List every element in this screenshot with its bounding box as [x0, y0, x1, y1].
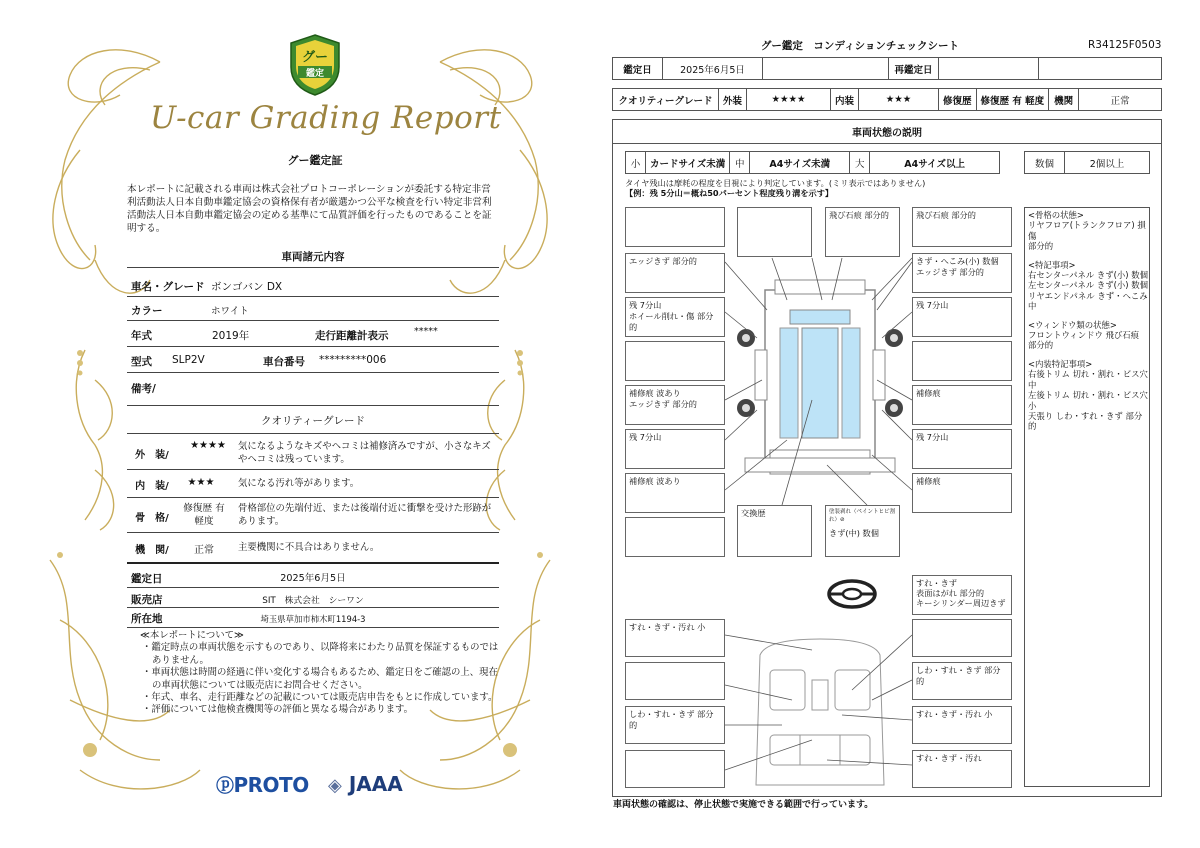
condition-section-title: 車両状態の説明 [852, 128, 922, 139]
condition-check-sheet [600, 0, 1200, 848]
report-notes [140, 630, 500, 717]
specs-title: 車両諸元内容 [281, 251, 345, 263]
size-legend [625, 151, 1000, 174]
divider [127, 296, 499, 297]
grade-frame-desc: 骨格部位の先端付近、または後端付近に衝撃を受けた形跡があります。 [238, 503, 492, 527]
note-line: 左後トリム 切れ・割れ・ビス穴 小 [1028, 390, 1148, 411]
condition-box [912, 341, 1012, 381]
condition-box [625, 750, 725, 788]
note-line: <内装特記事項> [1028, 358, 1093, 369]
quality-grade-row [612, 88, 1162, 111]
condition-box: きず・へこみ(小) 数個 エッジきず 部分的 [912, 253, 1012, 293]
condition-box [825, 505, 900, 557]
divider [127, 433, 499, 434]
note-item: ・年式、車名、走行距離などの記載については販売店申告をもとに作成しています。 [142, 692, 498, 704]
condition-box: 補修痕 波あり [625, 473, 725, 513]
condition-box: しわ・すれ・きず 部分的 [912, 662, 1012, 700]
legend-mid: 中 [730, 152, 750, 174]
color-label: カラー [131, 305, 163, 317]
tire-note-line2: 【例：残 5分山＝概ね50パーセント程度残り溝を示す】 [625, 188, 834, 198]
steering-wheel-icon [826, 578, 878, 610]
condition-box: 飛び石痕 部分的 [825, 207, 900, 257]
quality-label: クオリティーグレード [613, 89, 719, 111]
address-label: 所在地 [131, 613, 163, 625]
condition-box [625, 341, 725, 381]
grade-exterior-label: 外 装/ [135, 450, 169, 461]
special-notes [1028, 210, 1150, 432]
note-spacer [1028, 312, 1150, 320]
tire-note [625, 178, 925, 198]
ext-value: ★★★★ [747, 89, 831, 111]
int-value: ★★★ [859, 89, 939, 111]
legend-large-desc: A4サイズ以上 [870, 152, 1000, 174]
empty-cell [1039, 58, 1162, 80]
condition-box: 交換歴 [737, 505, 812, 557]
reappraisal-value [939, 58, 1039, 80]
note-line: 左センターパネル きず(小) 数個 [1028, 280, 1148, 291]
legend-count: 数個 [1025, 152, 1065, 174]
note-spacer [1028, 252, 1150, 260]
condition-box: 補修痕 波あり エッジきず 部分的 [625, 385, 725, 425]
divider [127, 607, 499, 608]
grade-interior-stars: ★★★ [187, 477, 215, 488]
divider [127, 587, 499, 588]
condition-box: すれ・きず・汚れ 小 [912, 706, 1012, 744]
legend-count-desc: 2個以上 [1065, 152, 1150, 174]
date-label: 鑑定日 [613, 58, 663, 80]
notes-title: ≪本レポートについて≫ [140, 630, 244, 641]
divider [127, 627, 499, 628]
grade-engine-desc: 主要機関に不具合はありません。 [238, 542, 380, 553]
certificate-body: 本レポートに記載される車両は株式会社プロトコーポレーションが委託する特定非営利活動法人日本自動車鑑定協会の資格保有者が厳選かつ公平な検査を行い特定非営利活動法人日本自動車鑑定協会の定める基準にて品質評価を行ったものであることを証明する。 [127, 184, 492, 234]
divider [127, 346, 499, 347]
divider [127, 320, 499, 321]
grade-interior-label: 内 装/ [135, 481, 169, 492]
car-name-label: 車名・グレード [131, 281, 205, 293]
report-id: R34125F0503 [1088, 39, 1162, 51]
condition-box [625, 662, 725, 700]
paint-crack-label: 塗装剥れ（ペイントヒビ割れ）⊘ [829, 509, 896, 523]
grade-engine-value: 正常 [194, 545, 214, 556]
proto-logo-text: PROTO [233, 773, 309, 797]
repair-label: 修復歴 [939, 89, 977, 111]
condition-box [625, 517, 725, 557]
appraisal-date-value: 2025年6月5日 [280, 573, 346, 584]
engine-label: 機関 [1049, 89, 1079, 111]
condition-box [912, 619, 1012, 657]
condition-box: 残 7分山 [625, 429, 725, 469]
divider [127, 267, 499, 268]
reappraisal-label: 再鑑定日 [889, 58, 939, 80]
note-item: ・車両状態は時間の経過に伴い変化する場合もあるため、鑑定日をご確認の上、現在の車両状態については販売店にお問合せください。 [142, 667, 498, 691]
chassis-label: 車台番号 [263, 356, 305, 368]
note-line: <特記事項> [1028, 259, 1076, 270]
date-value: 2025年6月5日 [663, 58, 763, 80]
divider [127, 372, 499, 373]
proto-logo: ⓟPROTO [216, 773, 309, 797]
divider [127, 562, 499, 564]
ext-label: 外装 [719, 89, 747, 111]
grade-frame-value: 修復歴 有 軽度 [183, 503, 225, 527]
condition-box: すれ・きず 表面はがれ 部分的 キーシリンダー周辺きず [912, 575, 1012, 615]
note-line: 部分的 [1028, 241, 1054, 252]
year-label: 年式 [131, 330, 152, 342]
condition-box: すれ・きず・汚れ 小 [625, 619, 725, 657]
sheet-title: グー鑑定 コンディションチェックシート [760, 40, 960, 52]
legend-small: 小 [626, 152, 646, 174]
badge-main-text: 鑑定 [305, 69, 325, 79]
note-item: ・評価については他検査機関等の評価と異なる場合があります。 [142, 704, 413, 716]
mileage-value: ***** [414, 326, 438, 337]
car-name-value: ボンゴバン DX [211, 281, 283, 293]
note-line: 右センターパネル きず(小) 数個 [1028, 270, 1148, 281]
empty-cell [763, 58, 889, 80]
legend-large: 大 [850, 152, 870, 174]
model-label: 型式 [131, 356, 152, 368]
grade-exterior-desc: 気になるようなキズやヘコミは補修済みですが、小さなキズやヘコミは残っています。 [238, 441, 491, 465]
engine-value: 正常 [1079, 89, 1162, 111]
tire-note-line1: タイヤ残山は摩耗の程度を目視により判定しています。(ミリ表示ではありません) [625, 178, 926, 188]
grade-engine-label: 機 関/ [135, 545, 169, 556]
year-value: 2019年 [212, 330, 250, 342]
repair-value: 修復歴 有 軽度 [976, 89, 1049, 111]
grade-exterior-stars: ★★★★ [190, 440, 226, 451]
legend-mid-desc: A4サイズ未満 [750, 152, 850, 174]
divider [127, 469, 499, 470]
int-label: 内装 [831, 89, 859, 111]
certificate-title: グー鑑定証 [287, 154, 343, 167]
condition-box: 補修痕 [912, 385, 1012, 425]
condition-box: エッジきず 部分的 [625, 253, 725, 293]
note-line: 天張り しわ・すれ・きず 部分的 [1028, 410, 1143, 432]
condition-box [737, 207, 812, 257]
note-line: フロントウィンドウ 飛び石痕 部分的 [1028, 330, 1140, 351]
jaaa-logo-text: JAAA [348, 772, 403, 796]
grade-interior-desc: 気になる汚れ等があります。 [238, 478, 360, 489]
model-value: SLP2V [172, 354, 205, 366]
note-line: 右後トリム 切れ・割れ・ビス穴 中 [1028, 369, 1148, 390]
divider [127, 497, 499, 498]
goo-kantei-badge-icon [287, 33, 343, 97]
note-spacer [1028, 351, 1150, 359]
condition-box: 残 7分山 [912, 297, 1012, 337]
condition-box: しわ・すれ・きず 部分的 [625, 706, 725, 744]
mileage-label: 走行距離計表示 [315, 330, 389, 342]
divider [127, 532, 499, 533]
condition-box: 飛び石痕 部分的 [912, 207, 1012, 247]
condition-box: 補修痕 [912, 473, 1012, 513]
badge-top-text: グー [301, 50, 329, 65]
legend-small-desc: カードサイズ未満 [646, 152, 730, 174]
note-line: <骨格の状態> [1028, 210, 1084, 220]
jaaa-logo: ◈ JAAA [328, 772, 403, 796]
rear-right-text: きず(中) 数個 [829, 528, 879, 538]
chassis-value: *********006 [319, 354, 387, 366]
count-legend [1024, 151, 1150, 174]
note-line: リヤフロア(トランクフロア) 損傷 [1028, 220, 1146, 241]
remarks-label: 備考/ [131, 383, 156, 395]
note-line: リヤエンドパネル きず・へこみ 中 [1028, 290, 1148, 312]
quality-grade-title: クオリティーグレード [261, 415, 365, 427]
divider [127, 405, 499, 406]
grade-frame-label: 骨 格/ [135, 513, 169, 524]
report-script-title: U-car Grading Report [150, 100, 502, 136]
condition-box: 残 7分山 [912, 429, 1012, 469]
condition-box [625, 207, 725, 247]
appraisal-date-row [612, 57, 1162, 80]
appraisal-date-label: 鑑定日 [131, 573, 163, 585]
divider [612, 143, 1162, 144]
shop-value: SIT 株式会社 シーワン [262, 596, 364, 606]
note-item: ・鑑定時点の車両状態を示すものであり、以降将来にわたり品質を保証するものではありません。 [142, 642, 499, 666]
note-line: <ウィンドウ類の状態> [1028, 319, 1117, 330]
condition-box: すれ・きず・汚れ [912, 750, 1012, 788]
shop-label: 販売店 [131, 594, 163, 606]
color-value: ホワイト [211, 306, 249, 317]
sheet-footer: 車両状態の確認は、停止状態で実施できる範囲で行っています。 [613, 800, 874, 810]
condition-box: 残 7分山 ホイール削れ・傷 部分的 [625, 297, 725, 337]
address-value: 埼玉県草加市柿木町1194-3 [260, 614, 366, 624]
